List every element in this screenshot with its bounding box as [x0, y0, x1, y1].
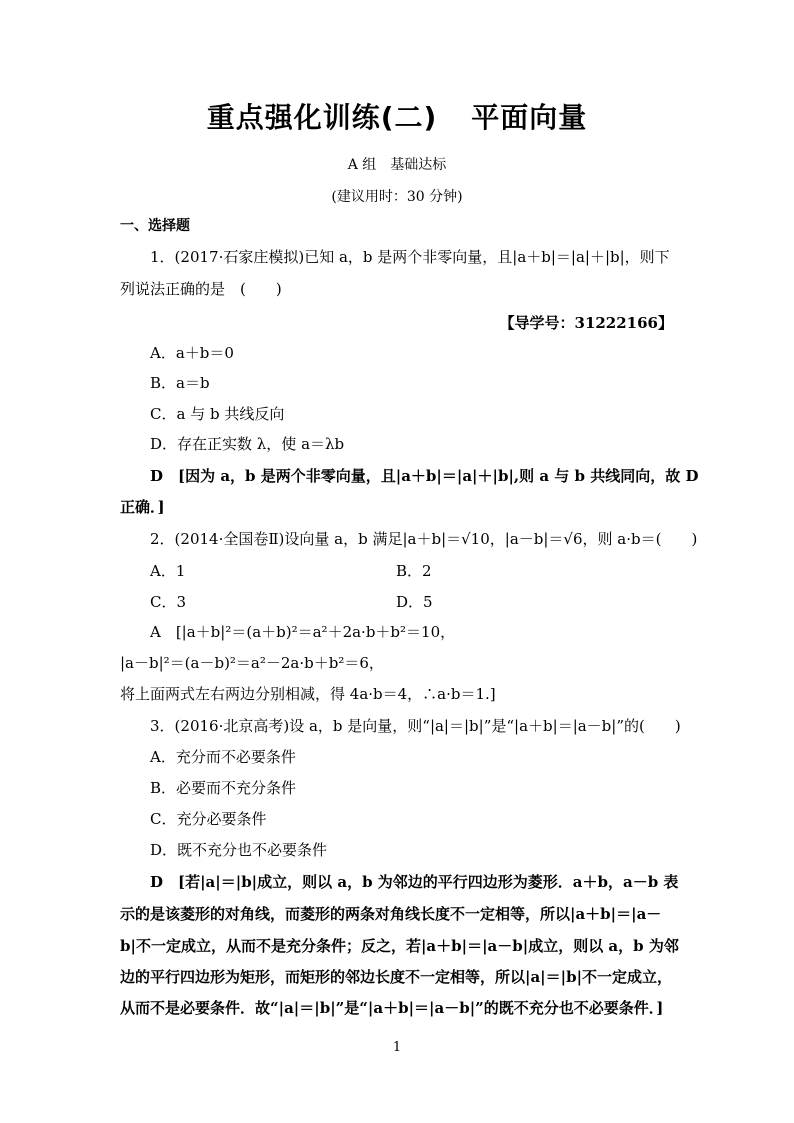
q1-stem-line2: 列说法正确的是 ( )	[120, 280, 282, 298]
q1-option-d: D．存在正实数 λ，使 a＝λb	[150, 435, 345, 453]
group-label: A 组 基础达标	[347, 157, 447, 173]
q2-stem: 2．(2014·全国卷Ⅱ)设向量 a，b 满足|a＋b|＝√10，|a－b|＝√6，则 a·b＝( )	[150, 530, 698, 548]
q3-stem: 3．(2016·北京高考)设 a，b 是向量，则“|a|＝|b|”是“|a＋b|＝|a－b|”的( )	[150, 717, 681, 735]
q3-answer-line3: b|不一定成立，从而不是充分条件；反之，若|a＋b|＝|a－b|成立，则以 a，b 为邻	[120, 937, 679, 955]
q3-option-a: A．充分而不必要条件	[150, 748, 296, 766]
q3-option-b: B．必要而不充分条件	[150, 779, 297, 797]
q1-stem-line1: 1．(2017·石家庄模拟)已知 a，b 是两个非零向量，且|a＋b|＝|a|＋|b|，则下	[150, 248, 670, 266]
q1-option-a: A．a＋b＝0	[150, 344, 234, 362]
q3-answer-line5: 从而不是必要条件．故“|a|＝|b|”是“|a＋b|＝|a－b|”的既不充分也不必要条件．]	[120, 999, 664, 1017]
q3-option-c: C．充分必要条件	[150, 810, 267, 828]
q2-option-a: A．1	[150, 562, 186, 580]
q2-answer-line3: 将上面两式左右两边分别相减，得 4a·b＝4，∴a·b＝1.]	[120, 685, 496, 703]
q2-option-b: B．2	[396, 562, 432, 580]
q2-answer-line2: |a－b|²＝(a－b)²＝a²－2a·b＋b²＝6，	[120, 654, 384, 672]
q3-answer-line1: D [若|a|＝|b|成立，则以 a，b 为邻边的平行四边形为菱形．a＋b，a－b 表	[150, 873, 679, 891]
q3-answer-line2: 示的是该菱形的对角线，而菱形的两条对角线长度不一定相等，所以|a＋b|＝|a－	[120, 905, 662, 923]
q1-answer-line2: 正确．]	[120, 498, 165, 516]
time-suggestion: (建议用时：30 分钟)	[331, 189, 463, 205]
guide-number: 【导学号：31222166】	[499, 314, 673, 332]
q1-option-b: B．a＝b	[150, 374, 210, 392]
q2-answer-line1: A [|a＋b|²＝(a＋b)²＝a²＋2a·b＋b²＝10，	[150, 623, 456, 641]
title-topic: 平面向量	[471, 101, 588, 134]
page-title	[0, 96, 794, 136]
title-main: 重点强化训练(二)	[206, 101, 438, 134]
q2-option-d: D．5	[396, 593, 433, 611]
q3-option-d: D．既不充分也不必要条件	[150, 841, 328, 859]
page-number: 1	[392, 1040, 402, 1055]
q3-answer-line4: 边的平行四边形为矩形，而矩形的邻边长度不一定相等，所以|a|＝|b|不一定成立，	[120, 968, 673, 986]
section-heading: 一、选择题	[120, 218, 190, 234]
q1-option-c: C．a 与 b 共线反向	[150, 405, 285, 423]
q1-answer-line1: D [因为 a，b 是两个非零向量，且|a＋b|＝|a|＋|b|,则 a 与 b 共线同向，故 D	[150, 467, 699, 485]
q2-option-c: C．3	[150, 593, 187, 611]
